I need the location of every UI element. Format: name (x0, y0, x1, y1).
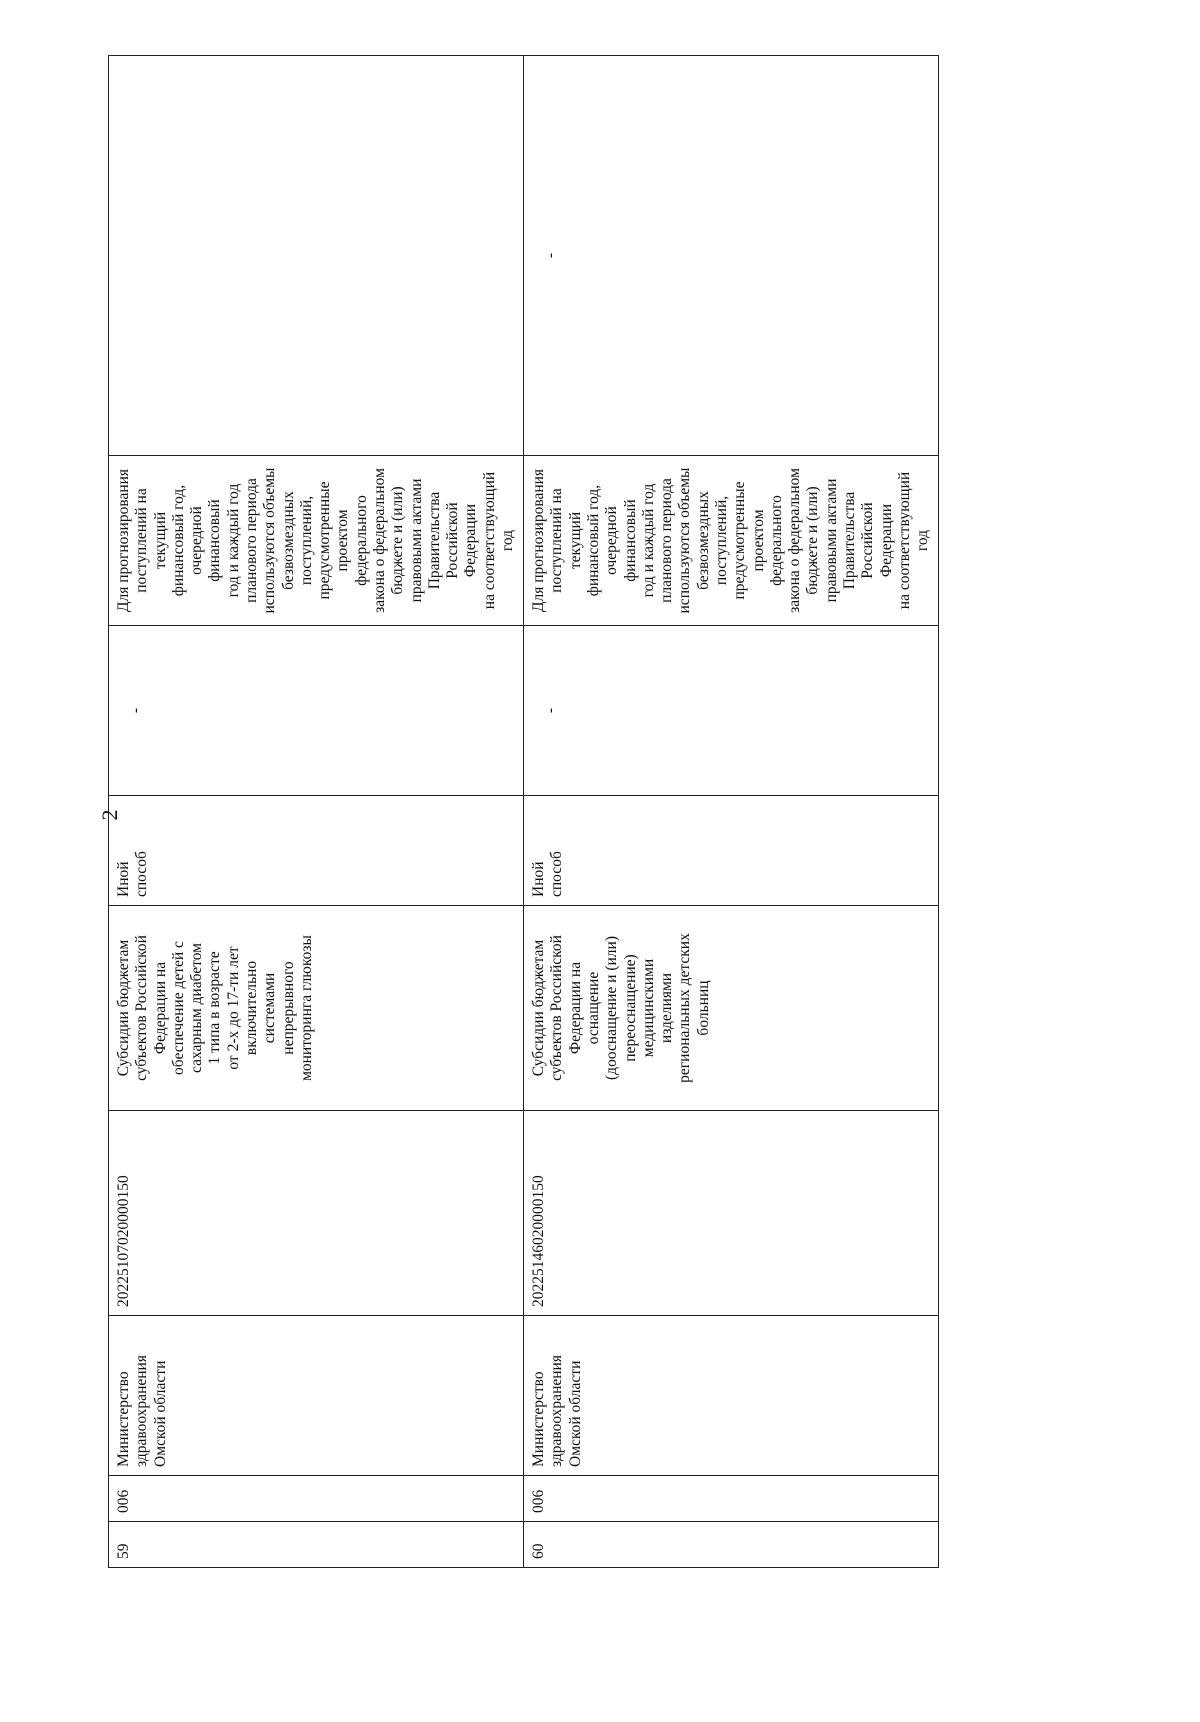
revenue-forecast-table (108, 55, 939, 1568)
document-table-wrapper (108, 56, 932, 1568)
page-number: 2 (97, 809, 122, 821)
kbk-code-cell: 20225107020000150 (109, 1111, 524, 1316)
department-cell: Министерство здравоохранения Омской области (524, 1316, 939, 1476)
description-cell: Для прогнозирования поступлений на текущий финансовый год, очередной финансовый год и каждый год планового периода используются объемы безвозмездных поступлений, предусмотренные проектом федерального закона о федеральном бюджете и (или) правовыми актами Правительства Российской Федерации на соответствующий год (109, 456, 524, 626)
dash-mark: - (127, 707, 144, 714)
method-cell: Иной способ (524, 796, 939, 906)
description-cell: Для прогнозирования поступлений на текущий финансовый год, очередной финансовый год и каждый год планового периода используются объемы безвозмездных поступлений, предусмотренные проектом федерального закона о федеральном бюджете и (или) правовыми актами Правительства Российской Федерации на соответствующий год (524, 456, 939, 626)
row-number-cell: 60 (524, 1522, 939, 1568)
dash-mark: - (542, 707, 560, 714)
extra-cell (524, 56, 939, 456)
formula-cell (109, 626, 524, 796)
dash-mark (115, 64, 127, 447)
department-cell: Министерство здравоохранения Омской области (109, 1316, 524, 1476)
method-cell: Иной способ (109, 796, 524, 906)
table-row (524, 56, 939, 1568)
admin-code-cell: 006 (524, 1476, 939, 1522)
formula-cell (524, 626, 939, 796)
row-number-cell: 59 (109, 1522, 524, 1568)
admin-code-cell: 006 (109, 1476, 524, 1522)
subsidy-name-cell: Субсидии бюджетам субъектов Российской Федерации на оснащение (дооснащение и (или) переоснащение) медицинскими изделиями региональных детских больниц (524, 906, 939, 1111)
subsidy-name-cell: Субсидии бюджетам субъектов Российской Федерации на обеспечение детей с сахарным диабетом 1 типа в возрасте от 2-х до 17-ти лет включительно системами непрерывного мониторинга глюкозы (109, 906, 524, 1111)
dash-mark: - (542, 252, 560, 259)
kbk-code-cell: 20225146020000150 (524, 1111, 939, 1316)
table-row (109, 56, 524, 1568)
extra-cell (109, 56, 524, 456)
